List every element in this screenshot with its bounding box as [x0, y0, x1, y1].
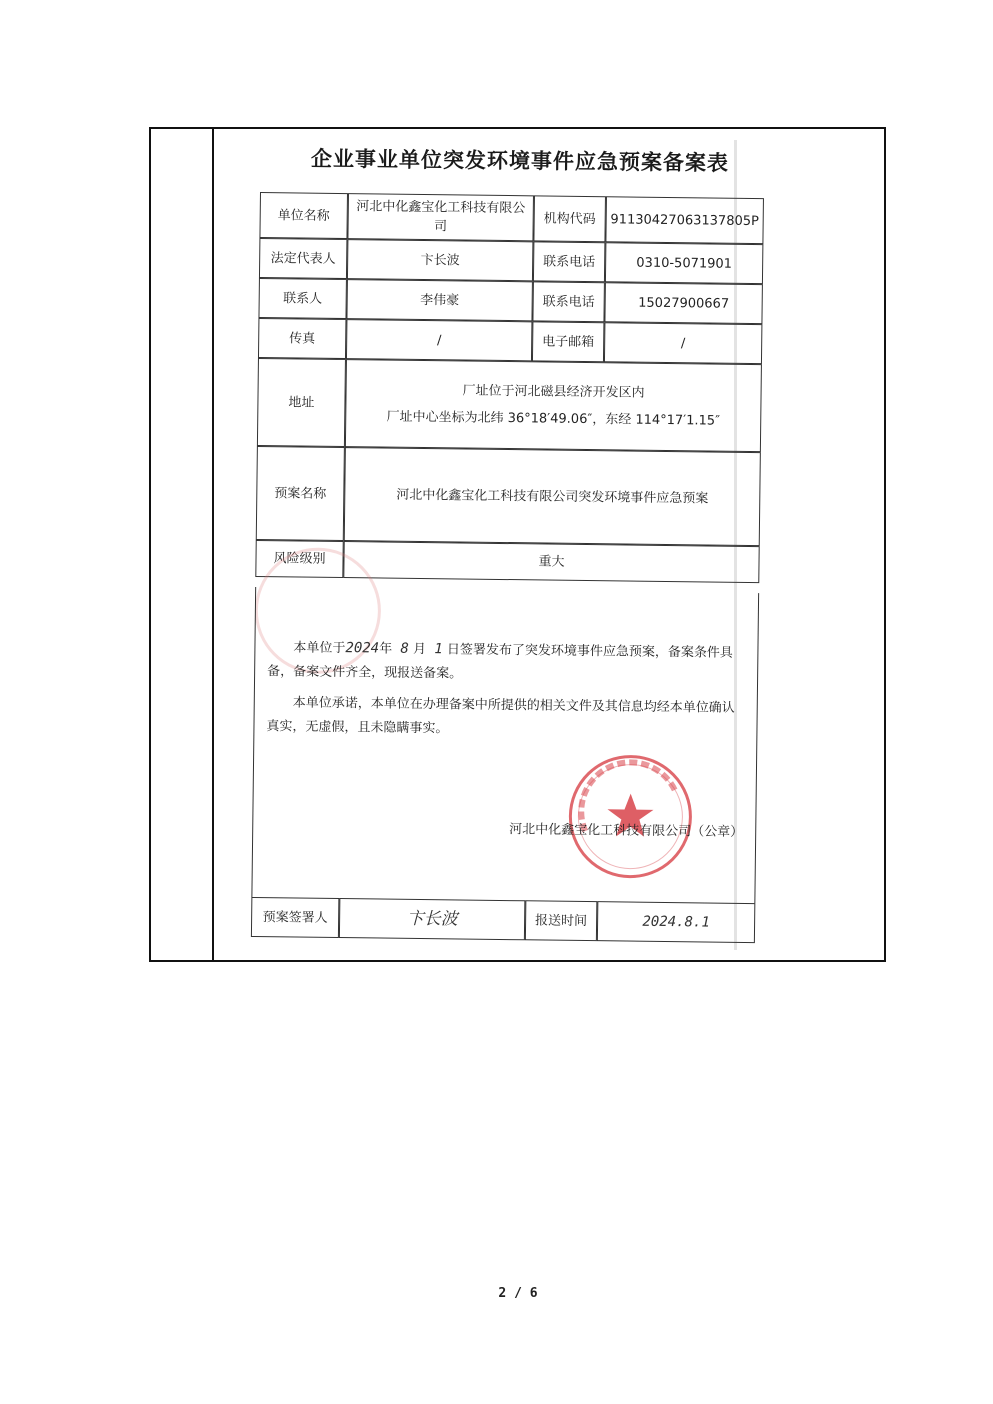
fax-label: 传真	[258, 318, 346, 359]
document-title: 企业事业单位突发环境事件应急预案备案表	[310, 146, 730, 176]
company-seal-icon	[565, 751, 697, 883]
address-value	[345, 359, 762, 452]
submit-time-value: 2024.8.1	[597, 901, 755, 943]
plan-name-label: 预案名称	[256, 446, 345, 541]
phone1-value: 0310-5071901	[605, 242, 763, 284]
phone2-label: 联系电话	[532, 281, 604, 322]
submit-time-label: 报送时间	[525, 900, 597, 941]
contact-label: 联系人	[258, 278, 346, 319]
decl-handwritten-day: 1	[434, 641, 443, 658]
declaration-paragraph-1	[267, 635, 746, 690]
signer-signature: 卞长波	[339, 898, 525, 940]
decl-month-unit: 月	[412, 641, 427, 658]
decl-handwritten-year: 2024	[345, 640, 380, 657]
risk-level-label: 风险级别	[255, 540, 343, 578]
company-seal-label: 河北中化鑫宝化工科技有限公司（公章）	[509, 822, 744, 840]
legal-rep-value: 卞长波	[347, 239, 533, 281]
decl-p1-suffix: 日签署发布了突发环境事件应急预案，备案条件具备，备案文件齐全，现报送备案。	[267, 642, 733, 682]
declaration-block	[251, 587, 759, 903]
plan-name-value: 河北中化鑫宝化工科技有限公司突发环境事件应急预案	[344, 447, 761, 546]
fax-value: /	[346, 319, 532, 361]
signer-label: 预案签署人	[251, 897, 339, 938]
decl-year-unit: 年	[379, 641, 393, 657]
email-value: /	[604, 322, 762, 364]
address-line-1: 厂址位于河北磁县经济开发区内	[462, 383, 645, 401]
decl-p1-prefix: 本单位于	[293, 640, 346, 657]
declaration-paragraph-2: 本单位承诺，本单位在办理备案中所提供的相关文件及其信息均经本单位确认真实，无虚假，且未隐瞒事实。	[266, 695, 735, 737]
address-label: 地址	[257, 358, 346, 447]
risk-level-value: 重大	[343, 541, 759, 583]
phone1-label: 联系电话	[533, 241, 605, 282]
org-code-value: 91130427063137805P	[605, 196, 764, 244]
phone2-value: 15027900667	[604, 282, 762, 324]
frame-inner-rule	[212, 127, 214, 962]
unit-name-label: 单位名称	[259, 192, 348, 239]
address-line-2: 厂址中心坐标为北纬 36°18′49.06″，东经 114°17′1.15″	[386, 409, 721, 429]
contact-value: 李伟豪	[346, 279, 532, 321]
decl-handwritten-month: 8	[400, 640, 409, 657]
email-label: 电子邮箱	[532, 321, 604, 362]
unit-name-value: 河北中化鑫宝化工科技有限公司	[347, 193, 534, 241]
filing-form	[251, 192, 764, 940]
org-code-label: 机构代码	[533, 195, 606, 242]
legal-rep-label: 法定代表人	[259, 238, 347, 279]
page-number: 2 / 6	[498, 1286, 538, 1301]
